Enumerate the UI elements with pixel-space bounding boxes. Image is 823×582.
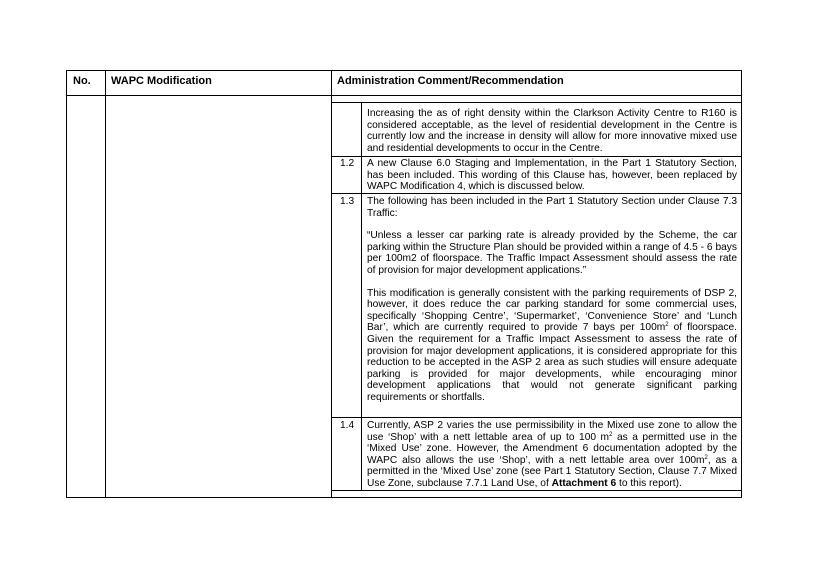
col-divider-1 — [105, 70, 106, 498]
row-1-3-quote: “Unless a lesser car parking rate is already provided by the Scheme, the car parking within the Structure Plan should be provided within a range of 4.5 - 6 bays per 100m2 of floorspace. The Traffic Impact Assessment should assess the rate of provision for major development applications.” — [367, 230, 737, 276]
col-divider-3 — [361, 102, 362, 491]
row-1-3-body-sup: 2 — [665, 322, 669, 329]
table-border-bottom — [66, 497, 742, 498]
header-admin-comment: Administration Comment/Recommendation — [337, 75, 564, 87]
row-1-4-part1: Currently, ASP 2 varies the use permissibility in the Mixed use zone to allow the use ‘Shop’ with a nett lettable area of up to 100 m — [367, 420, 737, 443]
row-1-4-block — [367, 420, 737, 490]
row-1-4-sup2: 2 — [704, 454, 708, 461]
row-number-1-3: 1.3 — [340, 196, 355, 207]
row-number-1-4: 1.4 — [340, 420, 355, 431]
subtable-top — [331, 102, 742, 103]
header-divider — [66, 95, 742, 96]
row-divider-3 — [331, 417, 742, 418]
row-1-4-text — [367, 420, 737, 490]
row-1-4-part4: to this report). — [616, 477, 682, 489]
subtable-bottom — [331, 490, 742, 491]
table-border-top — [66, 70, 742, 71]
row-1-3-intro: The following has been included in the Part 1 Statutory Section under Clause 7.3 Traffic: — [367, 196, 737, 219]
row-1-2-text: A new Clause 6.0 Staging and Implementation, in the Part 1 Statutory Section, has been included. This wording of this Clause has, however, been replaced by WAPC Modification 4, which is discussed below. — [367, 158, 737, 193]
table-border-right — [741, 70, 742, 498]
row-divider-2 — [331, 193, 742, 194]
row-1-4-part3: , as a permitted in the ‘Mixed Use’ zone (see Part 1 Statutory Section, Clause 7.7 Mixed Use Zone, subclause 7.7.1 Land Use, of — [367, 454, 737, 489]
row-1-4-sup1: 2 — [609, 431, 613, 438]
header-no: No. — [73, 75, 91, 87]
row-1-4-attachment-ref: Attachment 6 — [551, 477, 617, 489]
row-1-3-body-a: This modification is generally consistent with the parking requirements of DSP 2, however, it does reduce the car parking standard for some commercial uses, specifically ‘Shopping Centre’, ‘Supermarket’, ‘Convenience Store’ and ‘Lunch Bar’, which are currently required to provide 7 bays per 100m — [367, 287, 737, 334]
header-wapc-modification: WAPC Modification — [111, 75, 212, 87]
row-1-3-body-b: of floorspace. Given the requirement for a Traffic Impact Assessment to assess the rate of provision for major development applications, it is considered appropriate for this reduction to be accepted in the ASP 2 area as such studies will ensure adequate parking is provided for major developments, while encouraging minor development applications that would not generate significant parking requirements or shortfalls. — [367, 322, 737, 403]
row-1-4-part2: as a permitted use in the ‘Mixed Use’ zone. However, the Amendment 6 documentation adopted by the WAPC also allows the use ‘Shop’, with a nett lettable area over 100m — [367, 431, 738, 466]
row-number-1-2: 1.2 — [340, 158, 355, 169]
col-divider-2 — [331, 70, 332, 498]
row-1-3-block — [367, 196, 737, 404]
table-border-left — [66, 70, 67, 498]
row-divider-1 — [331, 156, 742, 157]
row-continuation-text: Increasing the as of right density within the Clarkson Activity Centre to R160 is considered acceptable, as the level of residential development in the Centre is currently low and the increase in density will allow for more innovative mixed use and residential developments to occur in the Centre. — [367, 108, 737, 154]
row-1-3-body — [367, 288, 737, 404]
